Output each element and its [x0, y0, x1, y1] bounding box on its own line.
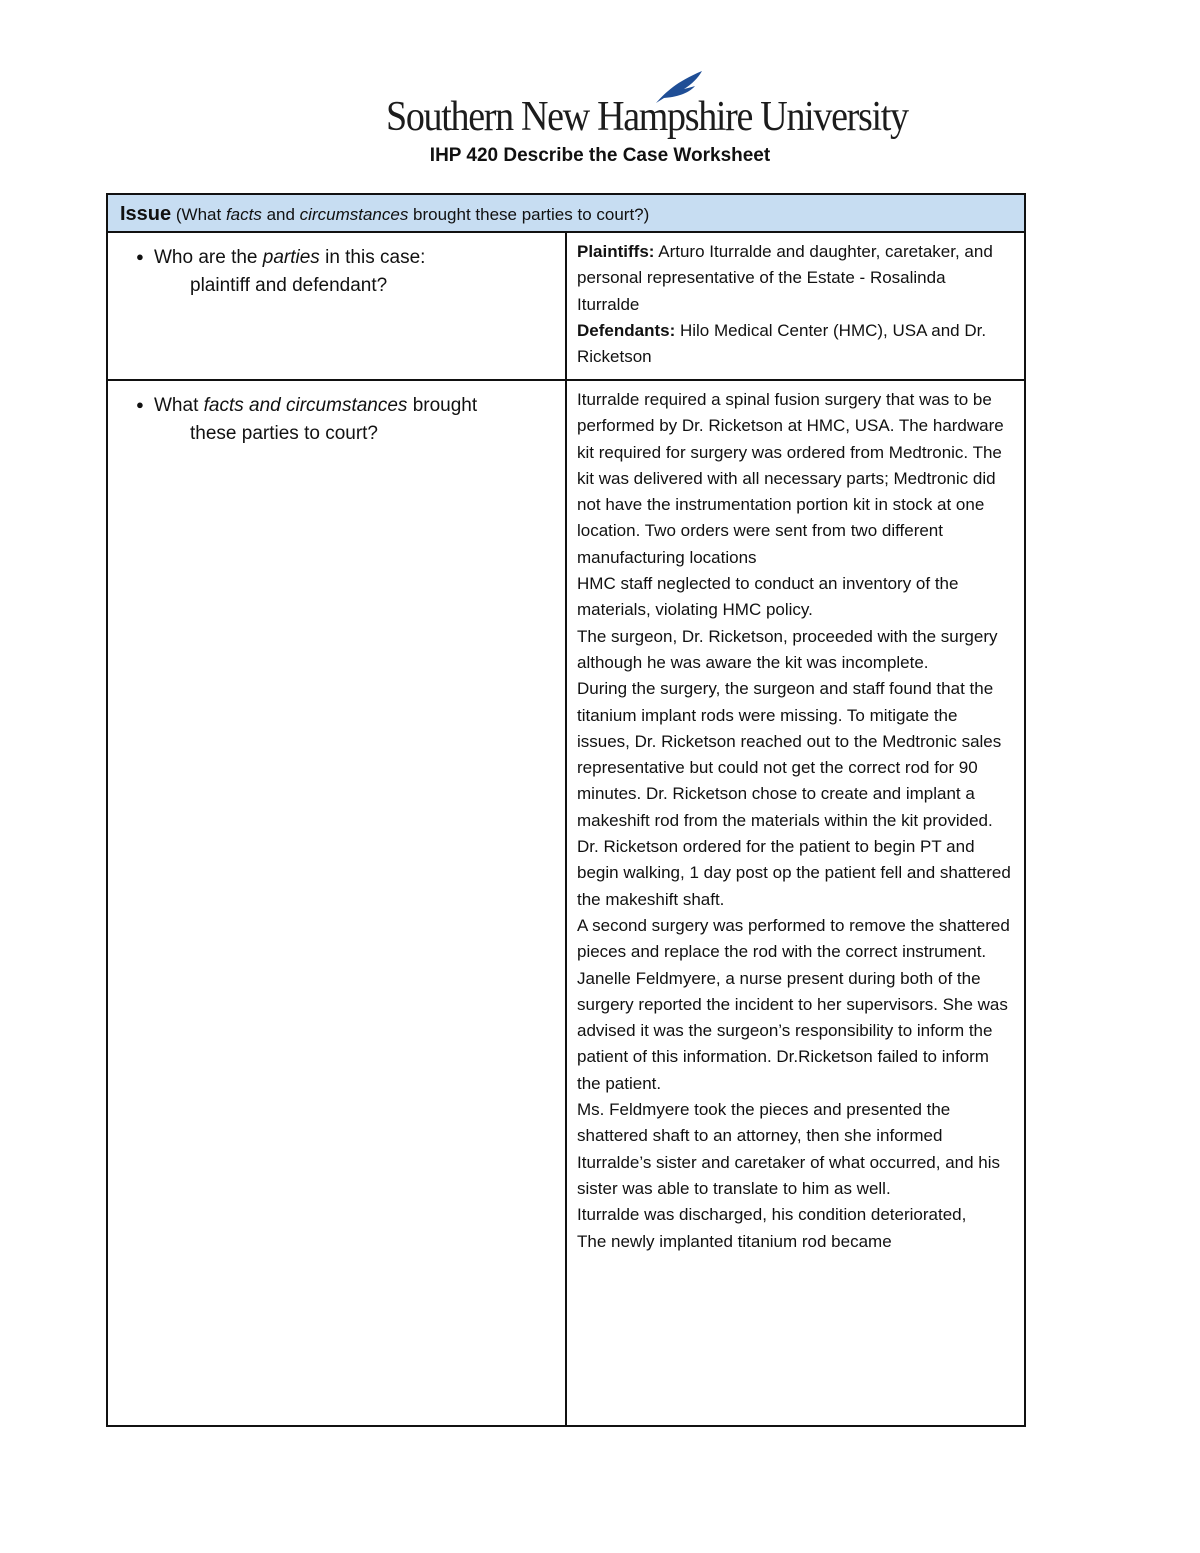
answer-paragraph: Ms. Feldmyere took the pieces and presented the shattered shaft to an attorney, then she informed Iturralde’s sister and caretaker of what occurred, and his sister was able to translate to him as well.: [577, 1100, 1001, 1198]
parties-answer: [566, 232, 1025, 380]
defendants-label: Defendants:: [577, 320, 676, 340]
plaintiffs-label: Plaintiffs:: [577, 242, 655, 261]
defendants-text: Hilo Medical Center (HMC), USA and Dr. Ricketson: [577, 320, 987, 367]
case-worksheet-table: [106, 193, 1026, 1427]
answer-paragraph: During the surgery, the surgeon and staff found that the titanium implant rods were missing. To mitigate the issues, Dr. Ricketson reached out to the Medtronic sales representative but could not get the correct rod for 90 minutes. Dr. Ricketson chose to create and implant a makeshift rod from the materials within the kit provided.: [577, 679, 1002, 830]
answer-paragraph: A second surgery was performed to remove the shattered pieces and replace the rod with the correct instrument.: [577, 915, 1010, 962]
university-logo: [386, 70, 908, 141]
parties-question: ● Who are the parties in this case: plaintiff and defendant?: [107, 232, 566, 380]
facts-question: ● What facts and circumstances brought these parties to court?: [107, 380, 566, 1426]
facts-answer: [566, 380, 1025, 1426]
document-title: IHP 420 Describe the Case Worksheet: [429, 145, 771, 166]
plaintiffs-text: Arturo Iturralde and daughter, caretaker, and personal representative of the Estate - Rosalinda Iturralde: [577, 242, 993, 314]
issue-header: Issue (What facts and circumstances brought these parties to court?): [107, 194, 1025, 232]
bullet-icon: ●: [136, 397, 144, 412]
answer-paragraph: HMC staff neglected to conduct an inventory of the materials, violating HMC policy.: [577, 574, 959, 620]
bullet-icon: ●: [136, 249, 144, 264]
answer-paragraph: Janelle Feldmyere, a nurse present during both of the surgery reported the incident to her supervisors. She was advised it was the surgeon’s responsibility to inform the patient of this information. Dr.Ricketson failed to inform the patient.: [577, 968, 1008, 1093]
answer-paragraph: Iturralde was discharged, his condition deteriorated,: [577, 1205, 967, 1225]
table-row: [107, 380, 1025, 1426]
issue-label: Issue: [120, 203, 172, 225]
answer-paragraph: The newly implanted titanium rod became: [577, 1231, 892, 1251]
university-name: Southern New Hampshire University: [386, 93, 908, 141]
answer-paragraph: Dr. Ricketson ordered for the patient to begin PT and begin walking, 1 day post op the patient fell and shattered the makeshift shaft.: [577, 837, 1011, 909]
answer-paragraph: Iturralde required a spinal fusion surgery that was to be performed by Dr. Ricketson at HMC, USA. The hardware kit required for surgery was ordered from Medtronic. The kit was delivered with all necessary parts; Medtronic did not have the instrumentation portion kit in stock at one location. Two orders were sent from two different manufacturing locations: [577, 390, 1004, 567]
answer-paragraph: The surgeon, Dr. Ricketson, proceeded with the surgery although he was aware the kit was incomplete.: [577, 626, 998, 672]
table-row: [107, 232, 1025, 380]
